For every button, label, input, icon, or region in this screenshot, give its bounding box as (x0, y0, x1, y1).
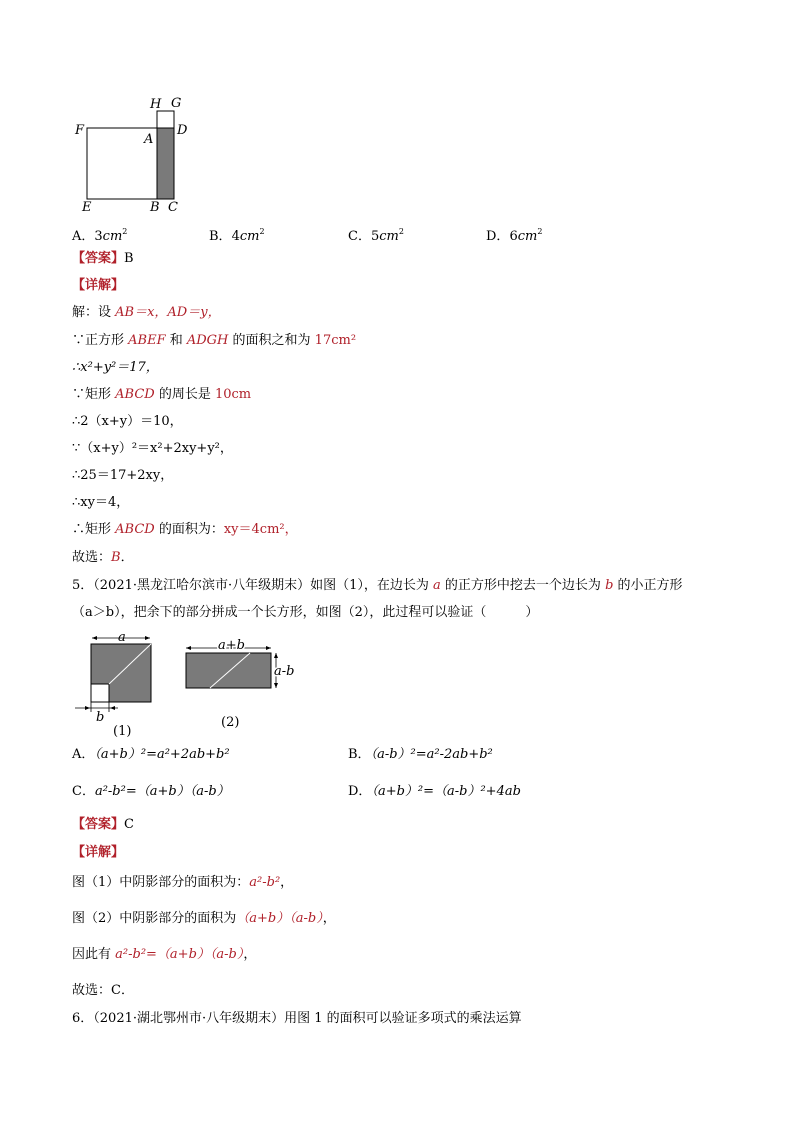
label-amb-dim: a-b (274, 664, 295, 679)
label-c: C (168, 200, 178, 215)
label-h: H (150, 97, 162, 112)
q4-line-5: ∴2（x+y）＝10， (72, 414, 183, 429)
q5-option-a: A．（a+b）²=a²+2ab+b² (72, 747, 230, 762)
q4-line-3: ∴x²+y²＝17， (72, 360, 159, 375)
label-apb-dim: a+b (218, 638, 245, 653)
q4-line-7: ∴25＝17+2xy， (72, 468, 174, 483)
q5-stem-line-1: 5．（2021·黑龙江哈尔滨市·八年级期末）如图（1），在边长为 a 的正方形中挖去一个边长为 b 的小正方形 (72, 578, 683, 593)
label-b-dim: b (96, 710, 105, 725)
q4-line-1: 解：设 AB＝x，AD＝y， (72, 305, 221, 320)
q4-line-8: ∴xy＝4， (72, 495, 130, 510)
q5-option-c: C．a²-b²=（a+b）（a-b） (72, 784, 230, 799)
q4-option-d: D．$6cm^2$ (486, 227, 543, 244)
q5-option-d: D．（a+b）²=（a-b）²+4ab (348, 784, 521, 799)
q4-line-4: ∵矩形 ABCD 的周长是 10cm (72, 387, 252, 402)
figure-squares (70, 92, 210, 218)
label-f: F (75, 123, 85, 138)
cut-small-square (91, 684, 109, 702)
figure-1-square-minus-square (70, 628, 170, 738)
q4-option-c: C．$5cm^2$ (348, 227, 404, 244)
q4-option-a: A．$3cm^2$ (72, 227, 128, 244)
small-square-adgh (157, 111, 174, 128)
shaded-rect-2 (186, 653, 271, 688)
caption-fig-1: (1) (113, 724, 132, 738)
q5-line-3: 因此有 a²-b²=（a+b）（a-b）， (72, 947, 257, 962)
q5-line-2: 图（2）中阴影部分的面积为（a+b）（a-b）， (72, 911, 336, 926)
q5-option-b: B．（a-b）²=a²-2ab+b² (348, 747, 493, 762)
q4-line-6: ∵（x+y）²＝x²+2xy+y²， (72, 441, 233, 456)
q4-line-2: ∵正方形 ABEF 和 ADGH 的面积之和为 17cm² (72, 333, 357, 348)
q5-stem-line-2: （a＞b），把余下的部分拼成一个长方形，如图（2），此过程可以验证（ ） (72, 605, 539, 620)
label-a-dim: a (118, 630, 126, 645)
q4-detail-label: 【详解】 (72, 278, 125, 293)
q4-line-10: 故选：B． (72, 550, 134, 565)
q4-line-9: ∴矩形 ABCD 的面积为：xy＝4cm²， (72, 522, 298, 537)
label-a: A (144, 132, 154, 147)
label-e: E (82, 200, 92, 215)
label-d: D (177, 123, 188, 138)
q4-option-b: B．$4cm^2$ (209, 227, 265, 244)
q5-line-1: 图（1）中阴影部分的面积为：a²-b²， (72, 875, 294, 890)
shaded-rect-abcd (157, 128, 174, 199)
caption-fig-2: (2) (221, 715, 240, 730)
label-b: B (150, 200, 160, 215)
q4-answer: 【答案】B (72, 251, 134, 266)
q5-answer: 【答案】C (72, 817, 134, 832)
q6-stem: 6．（2021·湖北鄂州市·八年级期末）用图 1 的面积可以验证多项式的乘法运算 (72, 1011, 522, 1026)
label-g: G (171, 96, 182, 111)
figure-2-rectangle (180, 628, 310, 738)
q5-detail-label: 【详解】 (72, 845, 125, 860)
q5-line-4: 故选：C． (72, 983, 134, 998)
